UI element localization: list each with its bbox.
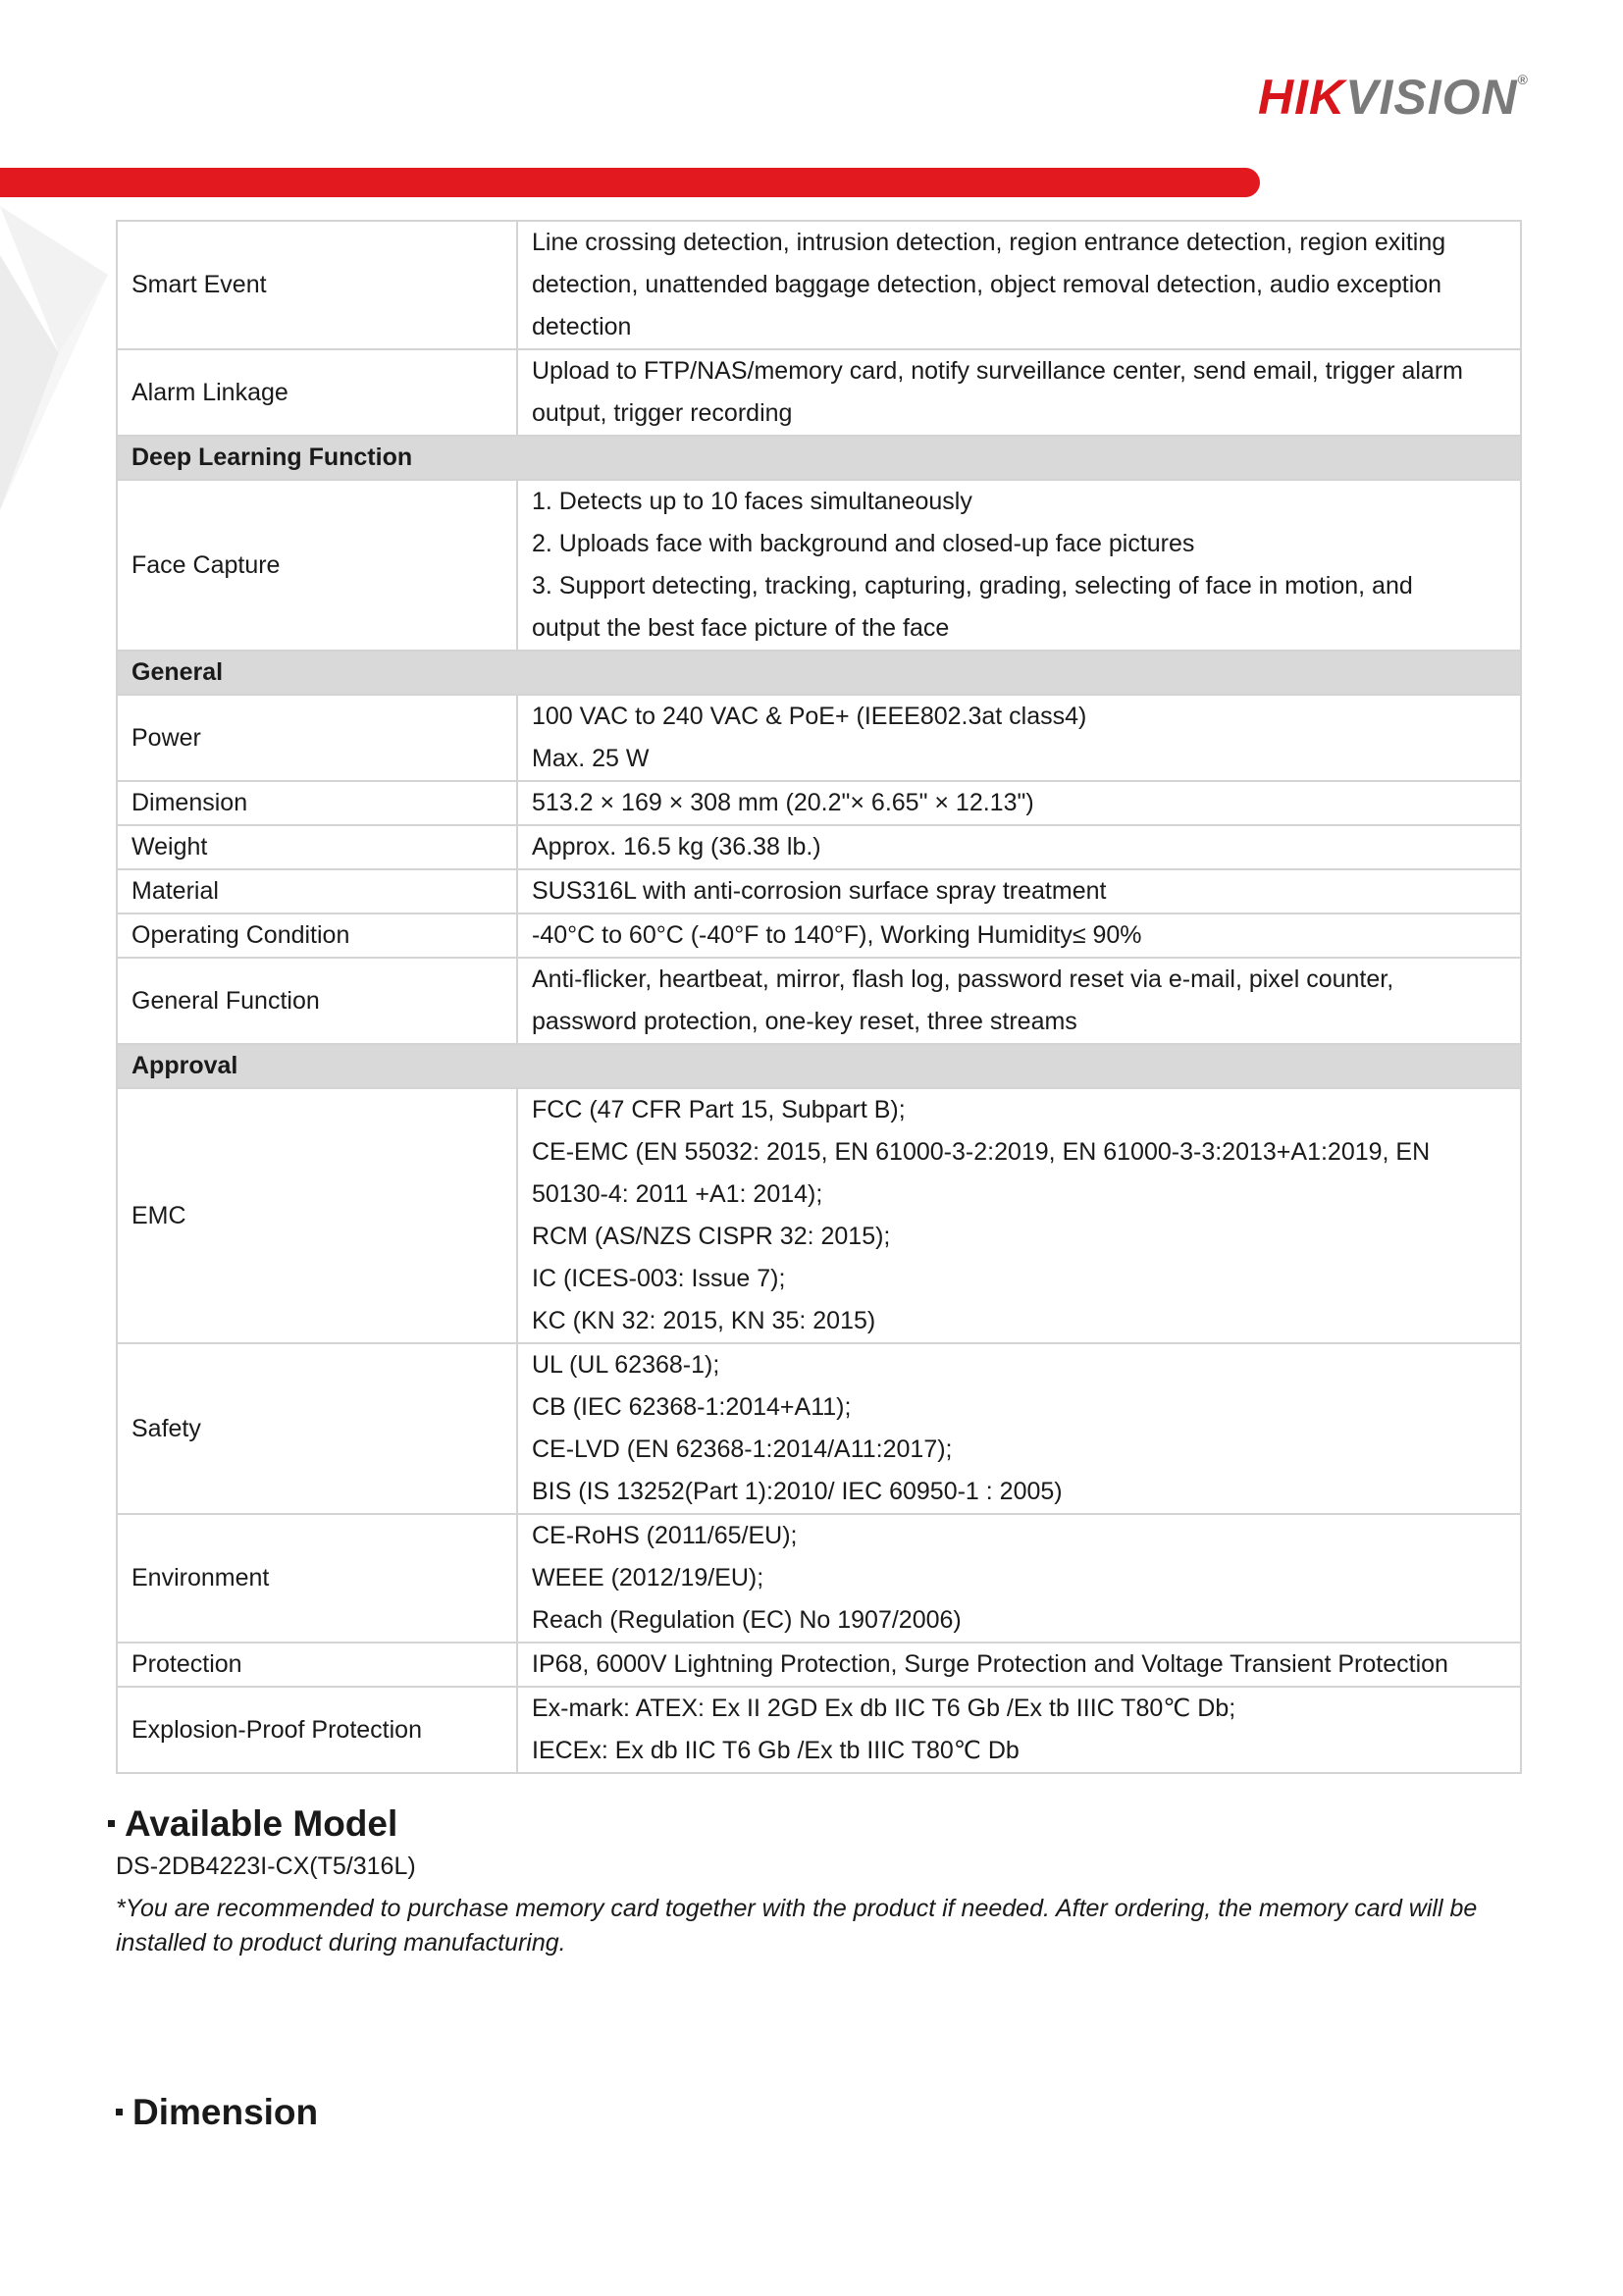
logo-registered-mark: ® — [1517, 72, 1529, 87]
section-header-approval: Approval — [117, 1044, 1521, 1088]
spec-value: SUS316L with anti-corrosion surface spray treatment — [517, 869, 1521, 913]
section-header-row — [117, 436, 1521, 480]
spec-value: Anti-flicker, heartbeat, mirror, flash log, password reset via e-mail, pixel counter, password protection, one-key reset, three streams — [517, 958, 1521, 1044]
spec-value: CE-RoHS (2011/65/EU); WEEE (2012/19/EU); Reach (Regulation (EC) No 1907/2006) — [517, 1514, 1521, 1643]
hikvision-logo — [1258, 70, 1529, 125]
table-row — [117, 1343, 1521, 1514]
table-row — [117, 825, 1521, 869]
model-number: DS-2DB4223I-CX(T5/316L) — [116, 1852, 416, 1880]
logo-hik-text: HIK — [1258, 70, 1346, 125]
dimension-heading: Dimension — [116, 2092, 318, 2133]
spec-value: Line crossing detection, intrusion detection, region entrance detection, region exiting detection, unattended baggage detection, object removal detection, audio exception detection — [517, 221, 1521, 349]
spec-label: Face Capture — [117, 480, 517, 651]
spec-label: EMC — [117, 1088, 517, 1343]
header-red-bar — [0, 168, 1260, 197]
spec-label: Protection — [117, 1643, 517, 1687]
section-header-row — [117, 1044, 1521, 1088]
spec-label: Environment — [117, 1514, 517, 1643]
watermark-shape-icon — [0, 196, 118, 520]
spec-value: Upload to FTP/NAS/memory card, notify surveillance center, send email, trigger alarm output, trigger recording — [517, 349, 1521, 436]
table-row — [117, 480, 1521, 651]
table-row — [117, 869, 1521, 913]
section-header-general: General — [117, 651, 1521, 695]
spec-value: 513.2 × 169 × 308 mm (20.2"× 6.65" × 12.13") — [517, 781, 1521, 825]
spec-label: Dimension — [117, 781, 517, 825]
spec-value: FCC (47 CFR Part 15, Subpart B); CE-EMC (EN 55032: 2015, EN 61000-3-2:2019, EN 61000-3-3:2013+A1:2019, EN 50130-4: 2011 +A1: 2014); RCM (AS/NZS CISPR 32: 2015); IC (ICES-003: Issue 7); KC (KN 32: 2015, KN 35: 2015) — [517, 1088, 1521, 1343]
table-row — [117, 1514, 1521, 1643]
spec-table — [116, 220, 1522, 1774]
spec-value: UL (UL 62368-1); CB (IEC 62368-1:2014+A11); CE-LVD (EN 62368-1:2014/A11:2017); BIS (IS 13252(Part 1):2010/ IEC 60950-1 : 2005) — [517, 1343, 1521, 1514]
spec-label: Alarm Linkage — [117, 349, 517, 436]
logo-vision-text: VISION — [1345, 70, 1518, 125]
table-row — [117, 958, 1521, 1044]
spec-label: Power — [117, 695, 517, 781]
spec-value: 100 VAC to 240 VAC & PoE+ (IEEE802.3at class4) Max. 25 W — [517, 695, 1521, 781]
section-header-row — [117, 651, 1521, 695]
spec-label: Safety — [117, 1343, 517, 1514]
table-row — [117, 781, 1521, 825]
spec-label: Explosion-Proof Protection — [117, 1687, 517, 1773]
table-row — [117, 1088, 1521, 1343]
table-row — [117, 1643, 1521, 1687]
spec-value: -40°C to 60°C (-40°F to 140°F), Working Humidity≤ 90% — [517, 913, 1521, 958]
spec-value: 1. Detects up to 10 faces simultaneously 2. Uploads face with background and closed-up face pictures 3. Support detecting, tracking, capturing, grading, selecting of face in motion, and output the best face picture of the face — [517, 480, 1521, 651]
spec-value: Ex-mark: ATEX: Ex II 2GD Ex db IIC T6 Gb /Ex tb IIIC T80℃ Db; IECEx: Ex db IIC T6 Gb /Ex tb IIIC T80℃ Db — [517, 1687, 1521, 1773]
table-row — [117, 1687, 1521, 1773]
spec-value: Approx. 16.5 kg (36.38 lb.) — [517, 825, 1521, 869]
spec-label: Weight — [117, 825, 517, 869]
spec-label: Material — [117, 869, 517, 913]
spec-value: IP68, 6000V Lightning Protection, Surge Protection and Voltage Transient Protection — [517, 1643, 1521, 1687]
section-header-deep-learning: Deep Learning Function — [117, 436, 1521, 480]
table-row — [117, 913, 1521, 958]
table-row — [117, 695, 1521, 781]
bullet-square-icon — [116, 2109, 123, 2115]
table-row — [117, 221, 1521, 349]
spec-label: Operating Condition — [117, 913, 517, 958]
spec-label: General Function — [117, 958, 517, 1044]
available-model-heading: Available Model — [108, 1803, 397, 1845]
memory-card-note: *You are recommended to purchase memory card together with the product if needed. After ordering, the memory card will be installed to product during manufacturing. — [116, 1895, 1478, 1957]
table-row — [117, 349, 1521, 436]
bullet-square-icon — [108, 1820, 115, 1827]
spec-label: Smart Event — [117, 221, 517, 349]
